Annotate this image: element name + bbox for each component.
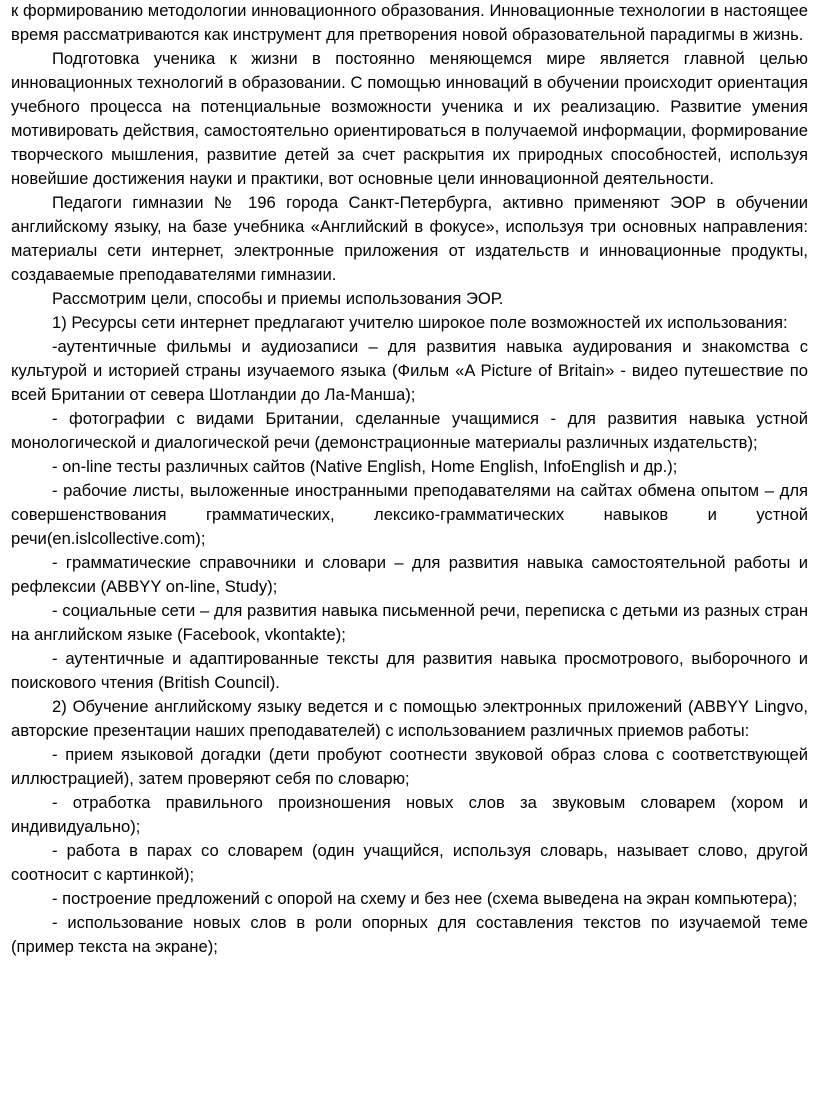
paragraph-electronic-apps: 2) Обучение английскому языку ведется и с помощью электронных приложений (ABBYY Lingvo, авторские презентации наших преподавателей) с использованием различных приемов работы: xyxy=(11,697,808,740)
list-item-language-guess: - прием языковой догадки (дети пробуют соотнести звуковой образ слова с соответствующей иллюстрацией), затем проверяют себя по словарю; xyxy=(11,745,808,788)
paragraph-intro-continuation: к формированию методологии инновационного образования. Инновационные технологии в настоящее время рассматриваются как инструмент для претворения новой образовательной парадигмы в жизнь. xyxy=(11,1,808,44)
list-item-worksheets: - рабочие листы, выложенные иностранными преподавателями на сайтах обмена опытом – для совершенствования грамматических, лексико-грамматических навыков и устной речи(en.islcollective.com); xyxy=(11,481,808,548)
list-item-sentence-building: - построение предложений с опорой на схему и без нее (схема выведена на экран компьютера); xyxy=(52,889,798,908)
list-item-pair-work: - работа в парах со словарем (один учащийся, используя словарь, называет слово, другой соотносит с картинкой); xyxy=(11,841,808,884)
list-item-social-networks: - социальные сети – для развития навыка письменной речи, переписка с детьми из разных стран на английском языке (Facebook, vkontakte); xyxy=(11,601,808,644)
list-item-grammar-references: - грамматические справочники и словари – для развития навыка самостоятельной работы и рефлексии (ABBYY on-line, Study); xyxy=(11,553,808,596)
list-item-pronunciation: - отработка правильного произношения новых слов за звуковым словарем (хором и индивидуально); xyxy=(11,793,808,836)
paragraph-internet-resources: 1) Ресурсы сети интернет предлагают учителю широкое поле возможностей их использования: xyxy=(52,313,788,332)
list-item-authentic-texts: - аутентичные и адаптированные тексты для развития навыка просмотрового, выборочного и поискового чтения (British Council). xyxy=(11,649,808,692)
list-item-authentic-films: -аутентичные фильмы и аудиозаписи – для развития навыка аудирования и знакомства с культурой и историей страны изучаемого языка (Фильм «A Picture of Britain» - видео путешествие по всей Британии от севера Шотландии до Ла-Манша); xyxy=(11,337,808,404)
list-item-online-tests: - on-line тесты различных сайтов (Native English, Home English, InfoEnglish и др.); xyxy=(52,457,678,476)
list-item-photos: - фотографии с видами Британии, сделанные учащимися - для развития навыка устной монологической и диалогической речи (демонстрационные материалы различных издательств); xyxy=(11,409,808,452)
paragraph-gymnasium-teachers: Педагоги гимназии № 196 города Санкт-Петербурга, активно применяют ЭОР в обучении английскому языку, на базе учебника «Английский в фокусе», используя три основных направления: материалы сети интернет, электронные приложения от издательств и инновационные продукты, создаваемые преподавателями гимназии. xyxy=(11,193,808,284)
list-item-new-words-usage: - использование новых слов в роли опорных для составления текстов по изучаемой теме (пример текста на экране); xyxy=(11,913,808,956)
paragraph-consider-goals: Рассмотрим цели, способы и приемы использования ЭОР. xyxy=(52,289,504,308)
paragraph-student-preparation: Подготовка ученика к жизни в постоянно меняющемся мире является главной целью инновационных технологий в образовании. С помощью инноваций в обучении происходит ориентация учебного процесса на потенциальные возможности ученика и их реализацию. Развитие умения мотивировать действия, самостоятельно ориентироваться в получаемой информации, формирование творческого мышления, развитие детей за счет раскрытия их природных способностей, используя новейшие достижения науки и практики, вот основные цели инновационной деятельности. xyxy=(11,49,808,188)
